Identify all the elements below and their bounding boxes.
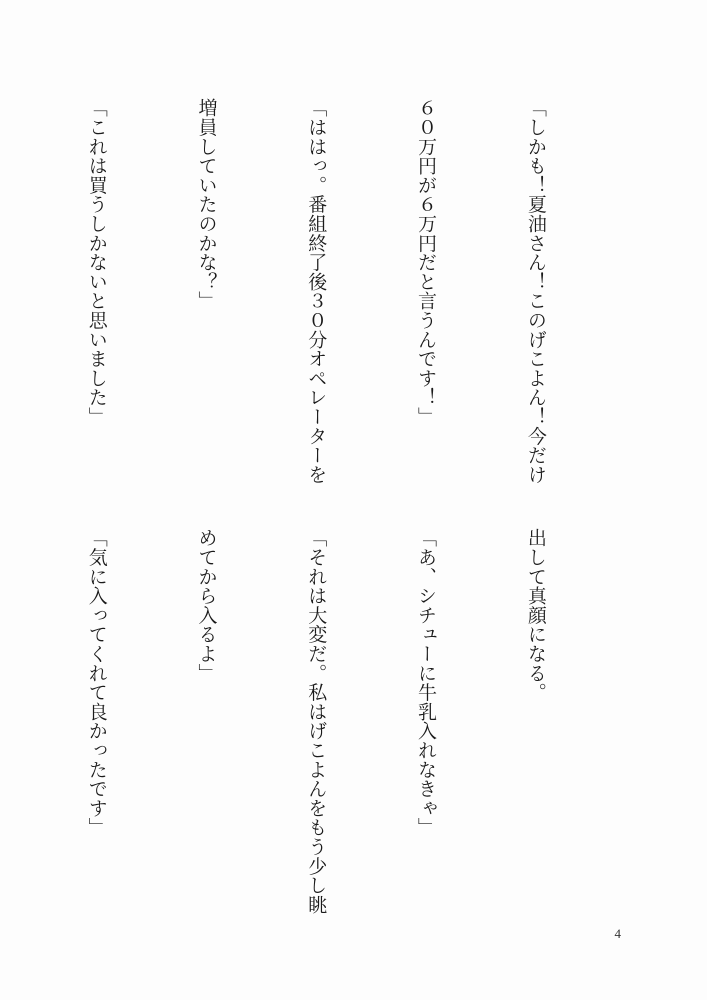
text-line: 「ははっ。番組終了後３０分オペレーターを (305, 98, 328, 484)
text-line: 「それは大変だ。私はげこよんをもう少し眺 (305, 528, 328, 914)
text-line: 増員していたのかな？」 (195, 98, 218, 311)
text-line (0, 528, 5, 908)
text-line: 「しかも！夏油さん！このげこよん！今だけ (524, 98, 547, 484)
text-line: 「これは買うしかないと思いました」 (85, 98, 108, 427)
text-block-bottom (0, 528, 627, 914)
text-line: ６０万円が６万円だと言うんです！」 (415, 98, 438, 427)
page-number: 4 (614, 926, 621, 941)
text-line: めてから入るよ」 (195, 528, 218, 683)
text-line: 出して真顔になる。 (524, 528, 547, 702)
text-block-top (0, 98, 627, 484)
text-line: 「気に入ってくれて良かったです」 (85, 528, 108, 837)
text-line: 「あ、シチューに牛乳入れなきゃ」 (415, 528, 438, 837)
